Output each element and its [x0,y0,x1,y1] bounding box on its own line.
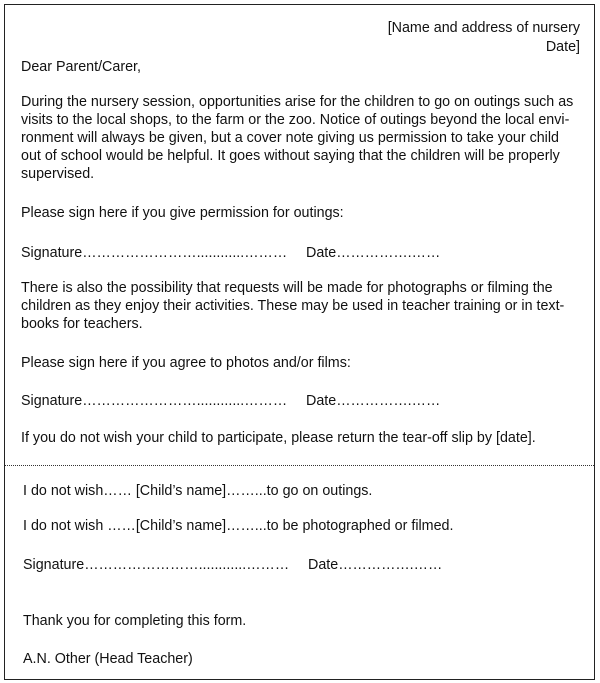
paragraph1-line: out of school would be helpful. It goes without saying that the children will be properly [21,148,560,164]
thanks-text: Thank you for completing this form. [23,613,247,629]
greeting: Dear Parent/Carer, [21,59,141,75]
paragraph1-line: During the nursery session, opportunities arise for the children to go on outings such as [21,94,574,110]
date-placeholder: Date] [545,39,580,55]
photos-date-line: Date…………….…… [306,393,441,409]
paragraph2-line: books for teachers. [21,316,143,332]
slip-no-photos: I do not wish ……[Child’s name]……...to be photographed or filmed. [23,518,454,534]
return-note: If you do not wish your child to participate, please return the tear-off slip by [date]. [21,430,536,446]
address-line: [Name and address of nursery [387,20,580,36]
letter-frame [4,4,595,680]
slip-signature-line: Signature……………………............……… [23,557,290,573]
slip-no-outings: I do not wish…… [Child’s name]……...to go on outings. [23,483,373,499]
outings-date-line: Date…………….…… [306,245,441,261]
outings-signature-line: Signature……………………............……… [21,245,288,261]
paragraph1-line: visits to the local shops, to the farm or the zoo. Notice of outings beyond the local envi- [21,112,570,128]
paragraph1-line: supervised. [21,166,95,182]
paragraph2-line: There is also the possibility that requests will be made for photographs or filming the [21,280,553,296]
tear-off-line [5,465,594,466]
outings-prompt: Please sign here if you give permission for outings: [21,205,344,221]
slip-date-line: Date…………….…… [308,557,443,573]
paragraph1-line: ronment will always be given, but a cover note giving us permission to take your child [21,130,559,146]
photos-prompt: Please sign here if you agree to photos and/or films: [21,355,351,371]
photos-signature-line: Signature……………………............……… [21,393,288,409]
signoff: A.N. Other (Head Teacher) [23,651,193,667]
paragraph2-line: children as they enjoy their activities. These may be used in teacher training or in text- [21,298,565,314]
